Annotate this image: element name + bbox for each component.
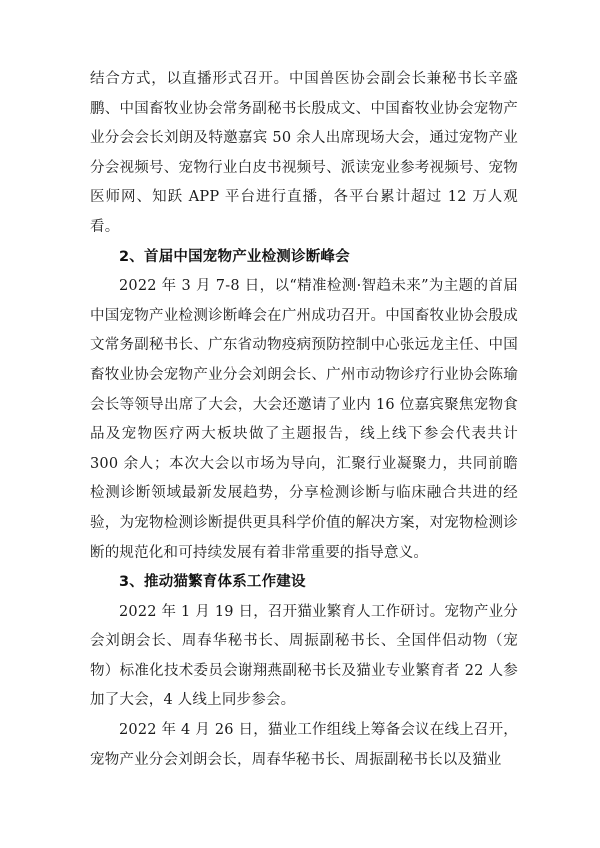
paragraph-cat-breeding-january: 2022 年 1 月 19 日，召开猫业繁育人工作研讨。宠物产业分会刘朗会长、周春华秘书长、周振副秘书长、全国伴侣动物（宠物）标准化技术委员会谢翔燕副秘书长及猫业专业繁育者 22 人参加了大会，4 人线上同步参会。	[90, 603, 518, 709]
paragraph-livestream-summary: 结合方式，以直播形式召开。中国兽医协会副会长兼秘书长辛盛鹏、中国畜牧业协会常务副秘书长殷成文、中国畜牧业协会宠物产业分会会长刘朗及特邀嘉宾 50 余人出席现场大会，通过宠物产业分会视频号、宠物行业白皮书视频号、派读宠业参考视频号、宠物医师网、知跃 APP 平台进行直播，各平台累计超过 12 万人观看。	[90, 71, 518, 235]
paragraph-cat-breeding-april: 2022 年 4 月 26 日，猫业工作组线上筹备会议在线上召开，宠物产业分会刘朗会长，周春华秘书长、周振副秘书长以及猫业	[90, 722, 518, 768]
document-body	[90, 65, 518, 775]
paragraph-diagnostics-summit: 2022 年 3 月 7-8 日，以“精准检测·智趋未来”为主题的首届中国宠物产业检测诊断峰会在广州成功召开。中国畜牧业协会殷成文常务副秘书长、广东省动物疫病预防控制中心张远龙主任、中国畜牧业协会宠物产业分会刘朗会长、广州市动物诊疗行业协会陈瑜会长等领导出席了大会，大会还邀请了业内 16 位嘉宾聚焦宠物食品及宠物医疗两大板块做了主题报告，线上线下参会代表共计 300 余人；本次大会以市场为导向，汇聚行业凝聚力，共同前瞻检测诊断领域最新发展趋势，分享检测诊断与临床融合共进的经验，为宠物检测诊断提供更具科学价值的解决方案，对宠物检测诊断的规范化和可持续发展有着非常重要的指导意义。	[90, 278, 518, 561]
section-heading-diagnostics-summit: 2、首届中国宠物产业检测诊断峰会	[119, 248, 350, 265]
section-heading-cat-breeding: 3、推动猫繁育体系工作建设	[119, 574, 306, 591]
